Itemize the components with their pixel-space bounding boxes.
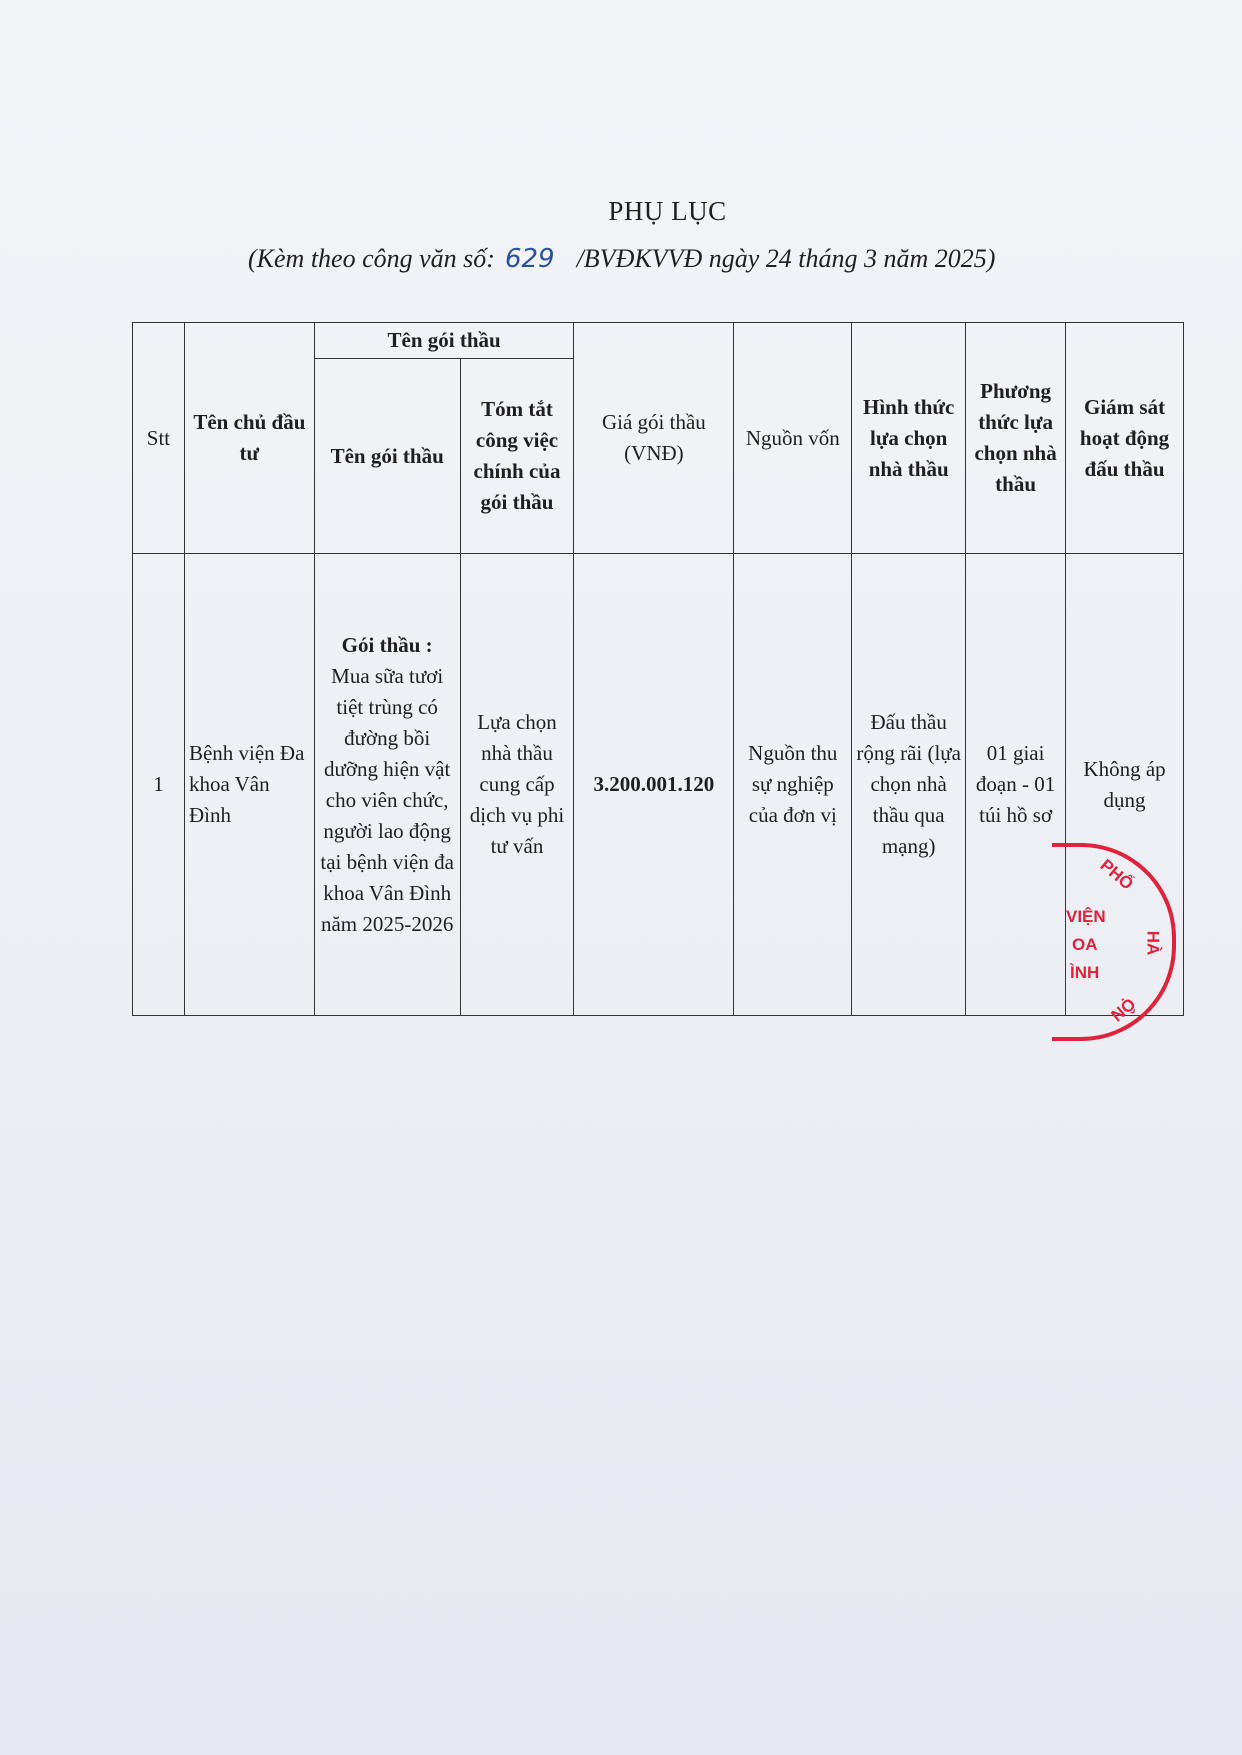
subtitle-prefix: (Kèm theo công văn số: xyxy=(248,244,495,273)
cell-selection-form: Đấu thầu rộng rãi (lựa chọn nhà thầu qua mạng) xyxy=(852,554,966,1016)
stamp-text-3: ÌNH xyxy=(1070,963,1100,982)
header-summary: Tóm tắt công việc chính của gói thầu xyxy=(460,359,574,554)
header-stt: Stt xyxy=(133,323,185,554)
stamp-arc-top: PHỐ xyxy=(1096,855,1137,894)
cell-summary: Lựa chọn nhà thầu cung cấp dịch vụ phi tư vấn xyxy=(460,554,574,1016)
header-funding: Nguồn vốn xyxy=(734,323,852,554)
header-price: Giá gói thầu (VNĐ) xyxy=(574,323,734,554)
stamp-arc-right: HÀ xyxy=(1143,930,1163,956)
stamp-arc-bottom: ỘN xyxy=(1107,993,1139,1025)
bidding-table xyxy=(132,322,1184,1016)
cell-investor: Bệnh viện Đa khoa Vân Đình xyxy=(184,554,314,1016)
header-selection-form: Hình thức lựa chọn nhà thầu xyxy=(852,323,966,554)
subtitle-suffix: /BVĐKVVĐ ngày 24 tháng 3 năm 2025) xyxy=(576,244,996,273)
cell-funding: Nguồn thu sự nghiệp của đơn vị xyxy=(734,554,852,1016)
stamp-text-2: OA xyxy=(1072,935,1098,954)
cell-monitoring: Không áp dụng xyxy=(1066,554,1184,1016)
table-row xyxy=(133,554,1184,1016)
header-package-group: Tên gói thầu xyxy=(314,323,574,359)
header-selection-method: Phương thức lựa chọn nhà thầu xyxy=(966,323,1066,554)
stamp-text-1: VIỆN xyxy=(1066,907,1106,926)
header-package-name: Tên gói thầu xyxy=(314,359,460,554)
header-investor: Tên chủ đầu tư xyxy=(184,323,314,554)
page-title: PHỤ LỤC xyxy=(608,196,727,226)
cell-stt: 1 xyxy=(133,554,185,1016)
cell-selection-method: 01 giai đoạn - 01 túi hồ sơ xyxy=(966,554,1066,1016)
cell-package-name xyxy=(314,554,460,1016)
package-label: Gói thầu : xyxy=(341,632,433,657)
document-reference xyxy=(248,244,995,274)
handwritten-number: 629 xyxy=(504,244,555,274)
header-monitoring: Giám sát hoạt động đấu thầu xyxy=(1066,323,1184,554)
cell-price: 3.200.001.120 xyxy=(574,554,734,1016)
package-description: Mua sữa tươi tiệt trùng có đường bồi dưỡng hiện vật cho viên chức, người lao động tại bệnh viện đa khoa Vân Đình năm 2025-2026 xyxy=(320,663,454,936)
